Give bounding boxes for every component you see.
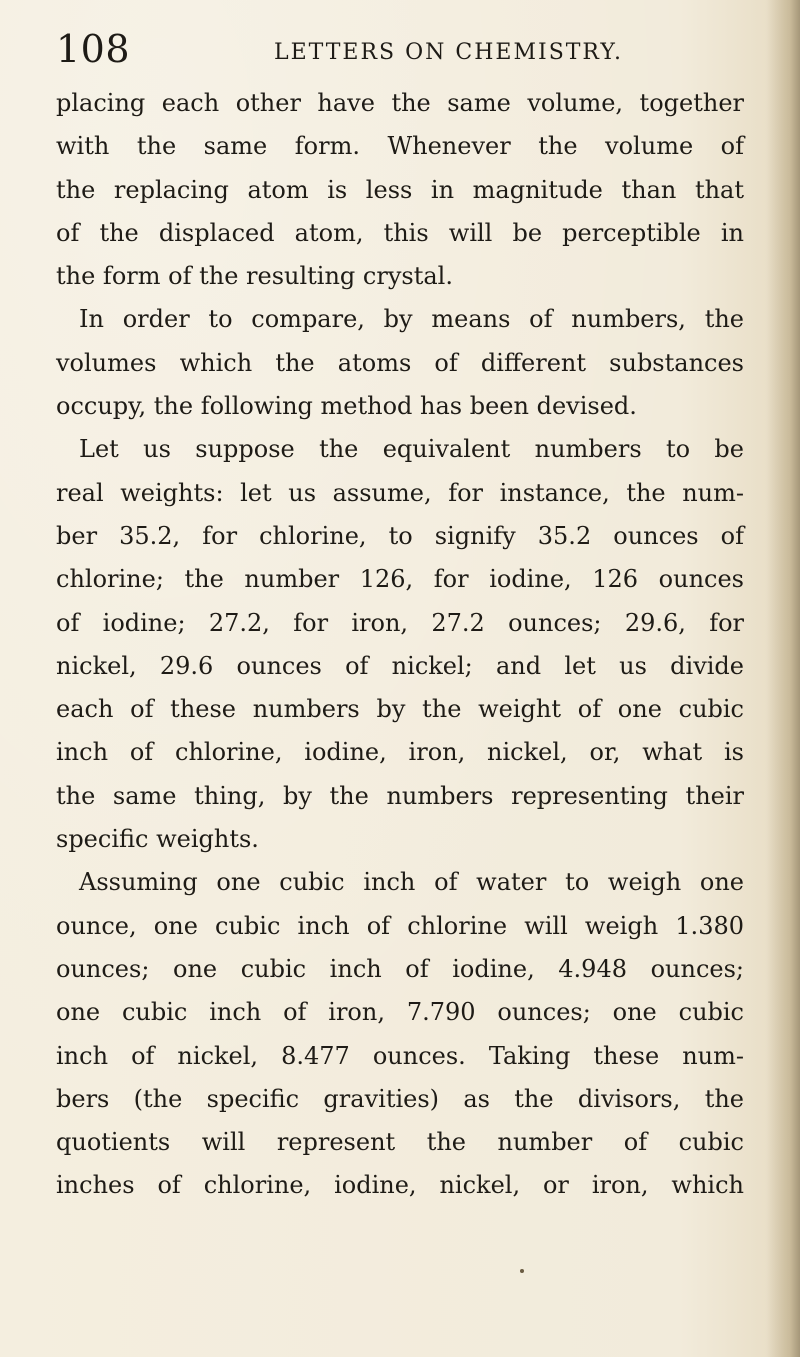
text-line: placing each other have the same volume, together [56,89,744,117]
running-head [56,22,746,82]
text-line: one cubic inch of iron, 7.790 ounces; one cubic [56,998,744,1027]
text-line: In order to compare, by means of numbers, the [79,305,744,334]
text-line: inch of chlorine, iodine, iron, nickel, or, what is [56,738,744,767]
text-line: Let us suppose the equivalent numbers to be [79,435,744,464]
text-line: the form of the resulting crystal. [56,262,453,291]
text-line: Assuming one cubic inch of water to weigh one [79,868,744,897]
text-line: nickel, 29.6 ounces of nickel; and let us divide [56,651,744,680]
ink-speck [520,1269,524,1273]
text-line: ber 35.2, for chlorine, to signify 35.2 ounces of [56,521,744,550]
text-line: ounce, one cubic inch of chlorine will weigh 1.380 [56,911,744,940]
text-line: the replacing atom is less in magnitude than that [56,175,744,204]
text-line: of iodine; 27.2, for iron, 27.2 ounces; 29.6, for [56,608,744,637]
text-line: occupy, the following method has been devised. [56,392,637,421]
page-number: 108 [56,27,131,71]
text-line: each of these numbers by the weight of one cubic [56,695,744,724]
text-line: the same thing, by the numbers representing their [56,781,744,810]
body-text [56,82,744,1208]
text-line: specific weights. [56,825,259,854]
text-line: real weights: let us assume, for instance, the num- [56,478,744,507]
text-line: quotients will represent the number of cubic [56,1128,744,1157]
text-line: chlorine; the number 126, for iodine, 126 ounces [56,565,744,594]
text-line: ounces; one cubic inch of iodine, 4.948 ounces; [56,954,744,983]
running-title: LETTERS ON CHEMISTRY. [274,40,624,65]
text-line: with the same form. Whenever the volume of [56,132,744,161]
text-line: inch of nickel, 8.477 ounces. Taking these num- [56,1041,744,1070]
text-line: bers (the specific gravities) as the divisors, the [56,1084,744,1113]
text-line: of the displaced atom, this will be perceptible in [56,218,744,247]
text-line: inches of chlorine, iodine, nickel, or iron, which [56,1171,744,1200]
text-line: volumes which the atoms of different substances [56,348,744,377]
page-edge-shadow [766,0,800,1357]
